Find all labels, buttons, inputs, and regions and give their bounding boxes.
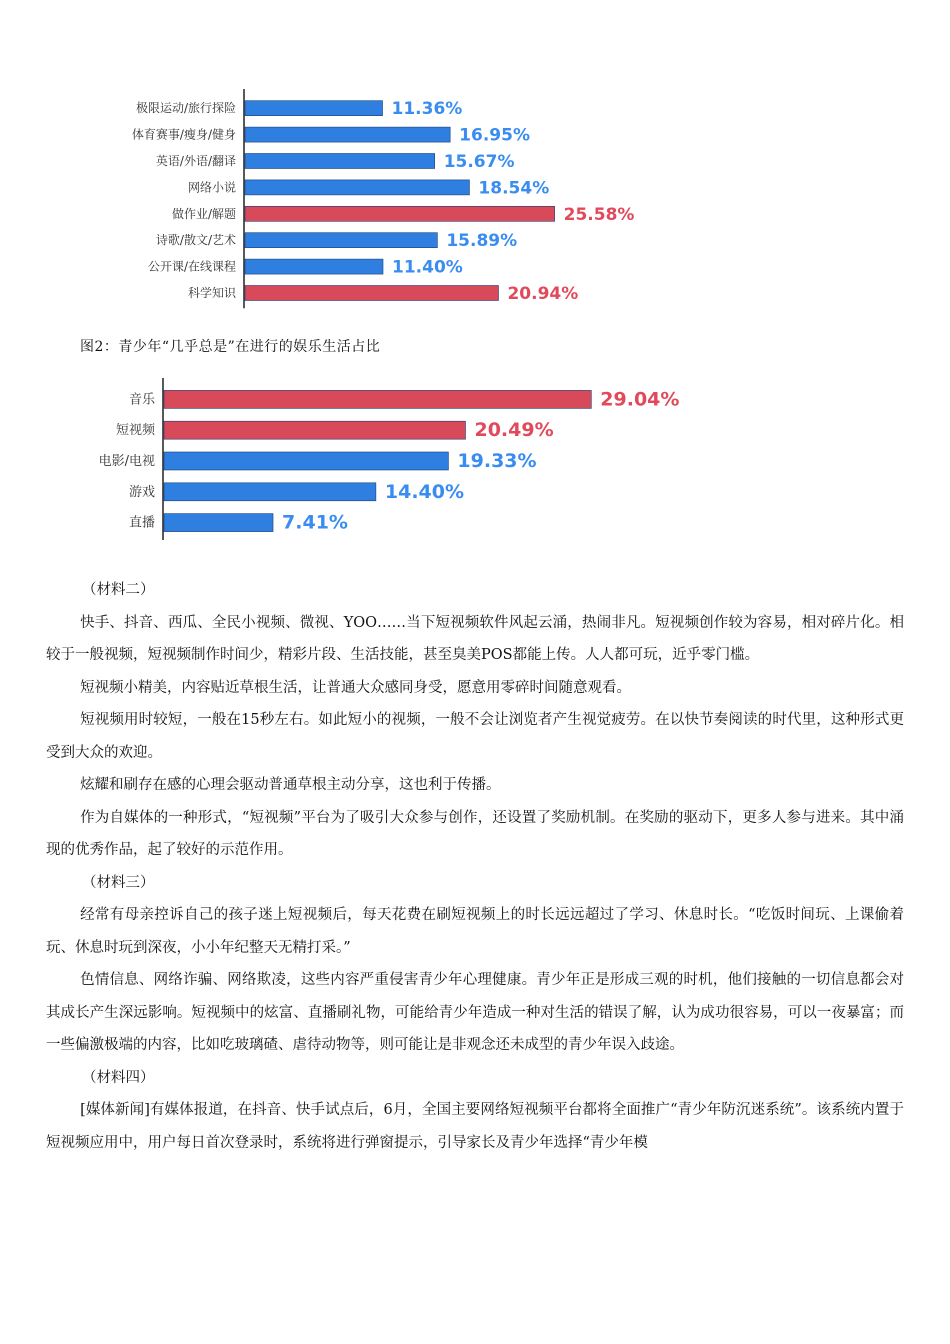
chart2-category-label: 电影/电视 bbox=[98, 454, 155, 469]
chart1-bar bbox=[245, 286, 498, 301]
material-heading: （材料三） bbox=[82, 874, 155, 891]
chart2-value-label: 7.41% bbox=[282, 511, 348, 534]
chart1-value-label: 15.67% bbox=[443, 152, 515, 172]
chart1-bar bbox=[245, 233, 437, 248]
paragraph: 经常有母亲控诉自己的孩子迷上短视频后，每天花费在刷短视频上的时长远远超过了学习、休息时长。“吃饭时间玩、上课偷着玩、休息时玩到深夜，小小年纪整天无精打采。” bbox=[46, 907, 904, 956]
chart2-category-label: 音乐 bbox=[128, 392, 155, 408]
material-heading: （材料四） bbox=[82, 1069, 155, 1086]
chart1-bar bbox=[245, 180, 469, 195]
chart1-bar bbox=[245, 154, 435, 169]
chart2-bar bbox=[164, 421, 465, 439]
chart1-category-label: 极限运动/旅行探险 bbox=[135, 101, 236, 116]
chart2-value-label: 19.33% bbox=[457, 450, 537, 472]
paragraph: 作为自媒体的一种形式，“短视频”平台为了吸引大众参与创作，还设置了奖励机制。在奖励的驱动下，更多人参与进来。其中涌现的优秀作品，起了较好的示范作用。 bbox=[46, 809, 904, 858]
paragraph: 快手、抖音、西瓜、全民小视频、微视、YOO……当下短视频软件风起云涌，热闹非凡。短视频创作较为容易，相对碎片化。相较于一般视频，短视频制作时间少，精彩片段、生活技能，甚至臭美POS都能上传。人人都可玩，近乎零门槛。 bbox=[46, 614, 904, 663]
paragraph: 色情信息、网络诈骗、网络欺凌，这些内容严重侵害青少年心理健康。青少年正是形成三观的时机，他们接触的一切信息都会对其成长产生深远影响。短视频中的炫富、直播刷礼物，可能给青少年造成一种对生活的错误了解，认为成功很容易，可以一夜暴富；而一些偏激极端的内容，比如吃玻璃碴、虐待动物等，则可能让是非观念还未成型的青少年误入歧途。 bbox=[46, 972, 904, 1053]
chart1-value-label: 20.94% bbox=[507, 284, 579, 304]
chart1-bar bbox=[245, 101, 383, 116]
chart1-value-label: 11.40% bbox=[392, 257, 463, 278]
chart2-value-label: 29.04% bbox=[600, 388, 680, 411]
chart2-category-label: 游戏 bbox=[128, 484, 155, 500]
chart1-category-label: 英语/外语/翻译 bbox=[155, 154, 236, 168]
chart1-category-label: 公开课/在线课程 bbox=[147, 259, 236, 274]
chart1-bar bbox=[245, 259, 383, 274]
chart1-bar bbox=[245, 127, 450, 142]
chart1-category-label: 做作业/解题 bbox=[171, 206, 236, 221]
chart1-category-label: 诗歌/散文/艺术 bbox=[155, 233, 236, 248]
chart2-value-label: 14.40% bbox=[384, 480, 465, 503]
chart1-category-label: 网络小说 bbox=[187, 180, 236, 195]
chart2-category-label: 直播 bbox=[128, 515, 155, 531]
chart1-value-label: 16.95% bbox=[459, 125, 530, 146]
chart1-bar bbox=[245, 206, 555, 221]
chart-learning-activities bbox=[60, 88, 720, 310]
material-heading: （材料二） bbox=[82, 582, 155, 598]
chart2-category-label: 短视频 bbox=[115, 423, 155, 439]
chart1-value-label: 11.36% bbox=[391, 99, 463, 120]
chart-entertainment-activities bbox=[60, 378, 720, 542]
paragraph: 短视频用时较短，一般在15秒左右。如此短小的视频，一般不会让浏览者产生视觉疲劳。在以快节奏阅读的时代里，这种形式更受到大众的欢迎。 bbox=[46, 712, 904, 761]
chart1-value-label: 18.54% bbox=[478, 178, 550, 199]
chart1-value-label: 25.58% bbox=[563, 204, 635, 225]
paragraph: 炫耀和刷存在感的心理会驱动普通草根主动分享，这也利于传播。 bbox=[80, 777, 501, 793]
chart1-category-label: 科学知识 bbox=[187, 286, 236, 300]
chart1-value-label: 15.89% bbox=[446, 231, 518, 252]
paragraph: [媒体新闻]有媒体报道，在抖音、快手试点后，6月，全国主要网络短视频平台都将全面推广“青少年防沉迷系统”。该系统内置于短视频应用中，用户每日首次登录时，系统将进行弹窗提示，引导家长及青少年选择“青少年模 bbox=[46, 1102, 904, 1151]
paragraph: 短视频小精美，内容贴近草根生活，让普通大众感同身受，愿意用零碎时间随意观看。 bbox=[80, 679, 632, 696]
document-body bbox=[46, 574, 904, 1159]
chart2-bar bbox=[164, 390, 591, 408]
chart2-bar bbox=[164, 452, 448, 470]
figure-2-caption: 图2：青少年“几乎总是”在进行的娱乐生活占比 bbox=[80, 339, 381, 355]
chart2-bar bbox=[164, 514, 273, 532]
chart1-category-label: 体育赛事/瘦身/健身 bbox=[131, 127, 236, 142]
chart2-value-label: 20.49% bbox=[474, 419, 554, 442]
chart2-bar bbox=[164, 483, 376, 501]
